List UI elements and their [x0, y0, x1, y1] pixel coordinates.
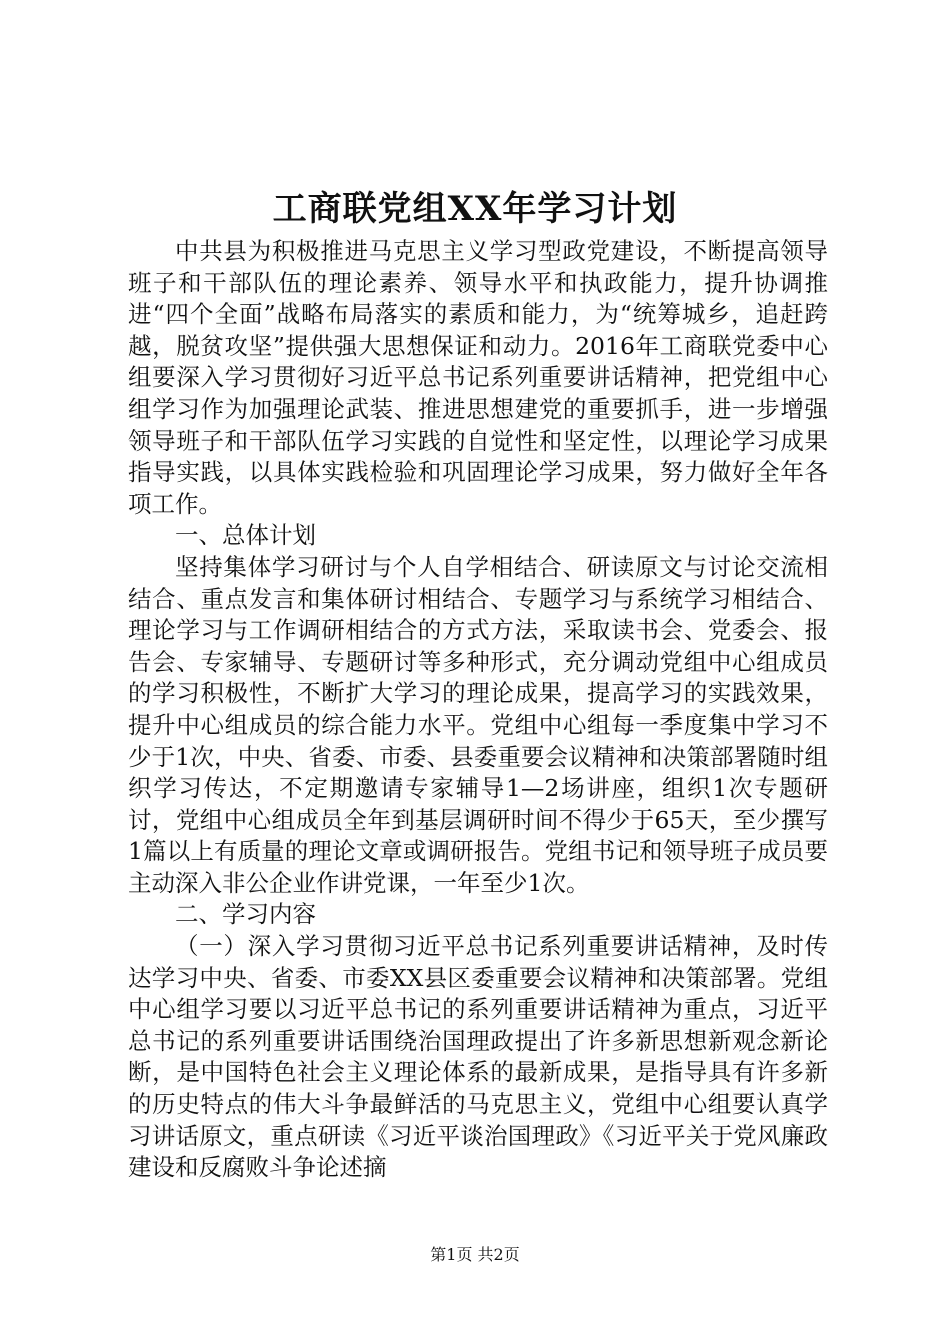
section-heading-study-content: 二、学习内容 [175, 900, 316, 929]
document-title: 工商联党组XX年学习计划 [272, 189, 678, 229]
page-number-footer: 第1页 共2页 [430, 1245, 520, 1264]
section-heading-overall-plan: 一、总体计划 [175, 521, 316, 550]
intro-paragraph: 中共县为积极推进马克思主义学习型政党建设，不断提高领导班子和干部队伍的理论素养、领导水平和执政能力，提升协调推进“四个全面”战略布局落实的素质和能力，为“统筹城乡，追赶跨越，脱贫攻坚”提供强大思想保证和动力。2016年工商联党委中心组要深入学习贯彻好习近平总书记系列重要讲话精神，把党组中心组学习作为加强理论武装、推进思想建党的重要抓手，进一步增强领导班子和干部队伍学习实践的自觉性和坚定性，以理论学习成果指导实践，以具体实践检验和巩固理论学习成果，努力做好全年各项工作。 [128, 237, 828, 518]
study-content-paragraph: （一）深入学习贯彻习近平总书记系列重要讲话精神，及时传达学习中央、省委、市委XX县区委重要会议精神和决策部署。党组中心组学习要以习近平总书记的系列重要讲话精神为重点，习近平总书记的系列重要讲话围绕治国理政提出了许多新思想新观念新论断，是中国特色社会主义理论体系的最新成果，是指导具有许多新的历史特点的伟大斗争最鲜活的马克思主义，党组中心组要认真学习讲话原文，重点研读《习近平谈治国理政》《习近平关于党风廉政建设和反腐败斗争论述摘 [128, 932, 828, 1182]
document-body [128, 236, 828, 1184]
overall-plan-paragraph: 坚持集体学习研讨与个人自学相结合、研读原文与讨论交流相结合、重点发言和集体研讨相结合、专题学习与系统学习相结合、理论学习与工作调研相结合的方式方法，采取读书会、党委会、报告会、专家辅导、专题研讨等多种形式，充分调动党组中心组成员的学习积极性，不断扩大学习的理论成果，提高学习的实践效果，提升中心组成员的综合能力水平。党组中心组每一季度集中学习不少于1次，中央、省委、市委、县委重要会议精神和决策部署随时组织学习传达，不定期邀请专家辅导1—2场讲座，组织1次专题研讨，党组中心组成员全年到基层调研时间不得少于65天，至少撰写1篇以上有质量的理论文章或调研报告。党组书记和领导班子成员要主动深入非公企业作讲党课，一年至少1次。 [128, 552, 828, 897]
